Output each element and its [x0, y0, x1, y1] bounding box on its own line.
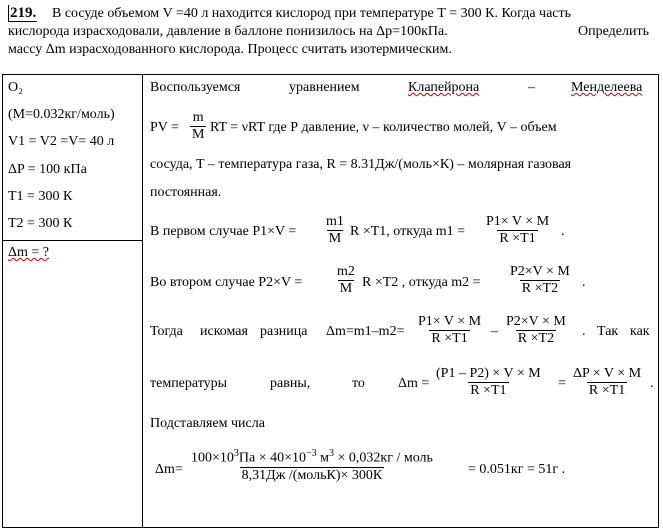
diff-minus: –	[491, 324, 498, 339]
intro-word-1: Воспользуемся	[150, 80, 241, 95]
case2-dot: .	[582, 275, 586, 290]
given-gas: O₂	[8, 80, 23, 95]
given-t1: T1 = 300 К	[8, 189, 73, 204]
fraction-m-over-M: $\frac{m}{M}$	[192, 110, 205, 142]
case1-dot: .	[561, 224, 565, 239]
line-constant: постоянная.	[150, 185, 222, 200]
case1-rest: R ×T1, откуда m1 =	[350, 224, 466, 239]
case2-rest: R ×T2 , откуда m2 =	[362, 275, 481, 290]
diff-word-1: Тогда	[150, 324, 183, 339]
given-t2: T2 = 300 К	[8, 216, 73, 231]
problem-line-1: В сосуде объемом V =40 л находится кислород при температуре Т = 300 К. Когда часть	[52, 6, 572, 21]
diff-word-3: разница	[260, 324, 308, 339]
fraction-m2-over-M: $\frac{m2}{M}$	[337, 264, 355, 296]
find-mass: Δm = ?	[8, 245, 50, 260]
fraction-case1-result: $\frac{P1\times V \times M}{R \times T1}$	[486, 214, 550, 246]
problem-number: 219.	[10, 5, 37, 21]
fraction-m1-over-M: $\frac{m1}{M}$	[326, 214, 344, 246]
fraction-temp-1: $\frac{(P1 - P2) \times V \times M}{R \times T1}$	[436, 366, 541, 398]
given-molar-mass: (M=0.032кг/моль)	[8, 107, 115, 122]
problem-line-3: массу Δm израсходованного кислорода. Процесс считать изотермическим.	[8, 42, 452, 57]
temp-delta-m: Δm =	[398, 376, 430, 391]
temp-word-2: равны,	[270, 376, 311, 391]
intro-word-4: Менделеева	[571, 80, 643, 95]
fraction-diff-2: $\frac{P2\times V \times M}{R \times T2}$	[506, 314, 566, 346]
line-vessel: сосуда, T – температура газа, R = 8.31Дж/(моль×К) – молярная газовая	[150, 157, 572, 172]
table-divider-horizontal	[2, 240, 143, 241]
problem-line-2-end: Определить	[578, 24, 649, 39]
fraction-final	[189, 448, 435, 484]
diff-definition: Δm=m1–m2=	[326, 324, 405, 339]
diff-word-so: Так	[597, 324, 619, 339]
diff-dot: .	[582, 324, 586, 339]
temp-equals: =	[558, 376, 566, 391]
diff-word-as: как	[630, 324, 650, 339]
problem-line-2: кислорода израсходовали, давление в баллоне понизилось на Δр=100кПа.	[8, 24, 448, 39]
fraction-temp-2: $\frac{\Delta P \times V \times M}{R \times T1}$	[573, 366, 642, 398]
table-divider-vertical	[142, 74, 143, 528]
given-volume: V1 = V2 =V= 40 л	[8, 134, 115, 149]
intro-word-2: уравнением	[289, 80, 360, 95]
case2-text: Во втором случае P2×V =	[150, 275, 303, 290]
given-pressure-drop: ΔP = 100 кПа	[8, 162, 87, 177]
fraction-case2-result: $\frac{P2\times V \times M}{R \times T2}$	[510, 264, 570, 296]
final-denominator: 8,31Дж /(мольК)× 300К	[241, 467, 383, 483]
final-numerator: $100\times 10^3Па \times 40\times 10^{-3}$ $м^3 \times 0,032кг$ / моль	[191, 448, 433, 466]
substitute-label: Подставляем числа	[150, 416, 265, 431]
temp-word-3: то	[352, 376, 365, 391]
eq-rest: RT = νRT где Р давление, ν – количество молей, V – объем	[210, 120, 557, 135]
fraction-diff-1: $\frac{P1\times V \times M}{R \times T1}$	[418, 314, 482, 346]
temp-dot: .	[650, 376, 654, 391]
diff-word-2: искомая	[200, 324, 248, 339]
eq-pv: PV =	[150, 120, 180, 135]
case1-text: В первом случае P1×V =	[150, 224, 297, 239]
intro-dash: –	[528, 80, 535, 95]
final-result: = 0.051кг = 51г .	[468, 462, 566, 477]
intro-word-3: Клапейрона	[408, 80, 480, 95]
temp-word-1: температуры	[150, 376, 228, 391]
final-lhs: Δm=	[155, 462, 183, 477]
